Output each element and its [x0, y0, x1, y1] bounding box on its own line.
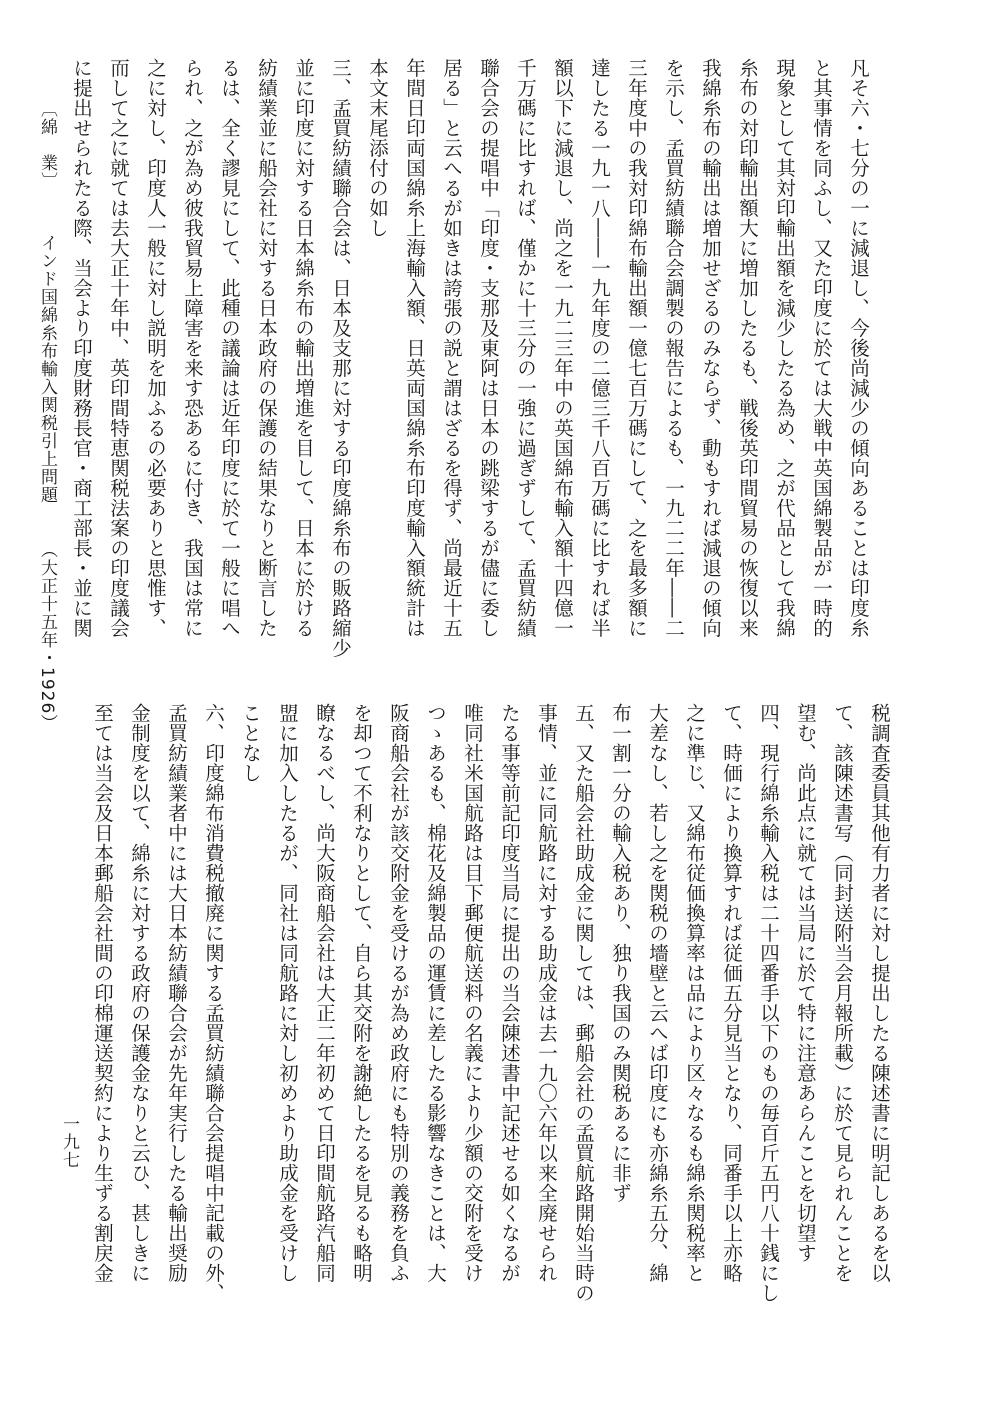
- text-column: つゝあるも、棉花及綿製品の運賃に差したる影響なきことは、大: [424, 703, 447, 1283]
- text-column: 瞭なるべし、尚大阪商船会社は大正二年初めて日印間航路汽船同: [313, 703, 336, 1283]
- text-column: 至ては当会及日本郵船会社間の印棉運送契約により生ずる割戻金: [91, 703, 114, 1283]
- text-column: 六、印度綿布消費税撤廃に関する孟買紡績聯合会提唱中記載の外、: [202, 703, 225, 1303]
- text-column: て、該陳述書写（同封送附当会月報所載）に於て見られんことを: [831, 703, 854, 1283]
- text-column: 本文末尾添付の如し: [366, 58, 389, 238]
- upper-text-block: [70, 58, 877, 658]
- footer-title: インド国綿糸布輸入関税引上問題: [37, 234, 57, 505]
- text-column: 千万碼に比すれば、僅かに十三分の一強に過ぎずして、孟買紡績: [514, 58, 537, 638]
- text-column: 孟買紡績業者中には大日本紡績聯合会が先年実行したる輸出奨励: [165, 703, 188, 1283]
- text-column: 税調査委員其他有力者に対し提出したる陳述書に明記しあるを以: [868, 703, 891, 1283]
- page-number: 一九七: [59, 1115, 79, 1169]
- text-column: 現象として其対印輸出額を減少したる為め、之が代品として我綿: [773, 58, 796, 638]
- text-column: 並に印度に対する日本綿糸布の輸出増進を目して、日本に於ける: [292, 58, 315, 638]
- text-column: 布一割一分の輸入税あり、独り我国のみ関税あるに非ず: [609, 703, 632, 1203]
- lower-text-block: [91, 703, 898, 1303]
- text-column: 而して之に就ては去大正十年中、英印間特恵関税法案の印度議会: [107, 58, 130, 638]
- text-column: 額以下に減退し、尚之を一九二三年中の英国綿布輸入額十四億一: [551, 58, 574, 638]
- text-column: を示し、孟買紡績聯合会調製の報告によるも、一九二二年――二: [662, 58, 685, 638]
- text-column: られ、之が為め彼我貿易上障害を来す恐あるに付き、我国は常に: [181, 58, 204, 638]
- text-column: 望む、尚此点に就ては当局に於て特に注意あらんことを切望す: [794, 703, 817, 1263]
- text-column: 糸布の対印輸出額大に増加したるも、戦後英印間貿易の恢復以来: [736, 58, 759, 638]
- text-column: 金制度を以て、綿糸に対する政府の保護金なりと云ひ、甚しきに: [128, 703, 151, 1283]
- text-column: 三年度中の我対印綿布輸出額一億七百万碼にして、之を最多額に: [625, 58, 648, 638]
- text-column: 聯合会の提唱中「印度・支那及東阿は日本の跳梁するが儘に委し: [477, 58, 500, 638]
- footer-era: （大正十五年・1926）: [37, 540, 57, 733]
- text-column: るは、全く謬見にして、此種の議論は近年印度に於て一般に唱へ: [218, 58, 241, 638]
- footer-section: 〔綿 業〕: [37, 100, 57, 190]
- text-column: 唯同社米国航路は目下郵便航送料の名義により少額の交附を受け: [461, 703, 484, 1283]
- text-column: 盟に加入したるが、同社は同航路に対し初めより助成金を受けし: [276, 703, 299, 1283]
- text-column: に提出せられたる際、当会より印度財務長官・商工部長・並に関: [70, 58, 93, 638]
- text-column: と其事情を同ふし、又た印度に於ては大戦中英国綿製品が一時的: [810, 58, 833, 638]
- text-column: 居る」と云へるが如きは誇張の説と謂はざるを得ず、尚最近十五: [440, 58, 463, 638]
- text-column: 我綿糸布の輸出は増加せざるのみならず、動もすれば減退の傾向: [699, 58, 722, 638]
- text-column: 年間日印両国綿糸上海輸入額、日英両国綿糸布印度輸入額統計は: [403, 58, 426, 638]
- text-column: 凡そ六・七分の一に減退し、今後尚減少の傾向あることは印度糸: [847, 58, 870, 638]
- running-footer: [30, 100, 60, 733]
- text-column: 阪商船会社が該交附金を受けるが為め政府にも特別の義務を負ふ: [387, 703, 410, 1283]
- text-column: 大差なし、若し之を関税の墻壁と云へば印度にも亦綿糸五分、綿: [646, 703, 669, 1283]
- text-column: 四、現行綿糸輸入税は二十四番手以下のもの毎百斤五円八十銭にし: [757, 703, 780, 1303]
- text-column: 紡績業並に船会社に対する日本政府の保護の結果なりと断言した: [255, 58, 278, 638]
- text-column: 之に準じ、又綿布従価換算率は品により区々なるも綿糸関税率と: [683, 703, 706, 1283]
- text-column: を却つて不利なりとして、自ら其交附を謝絶したるを見るも略明: [350, 703, 373, 1283]
- text-column: ことなし: [239, 703, 262, 783]
- text-column: て、時価により換算すれば従価五分見当となり、同番手以上亦略: [720, 703, 743, 1283]
- text-column: 三、孟買紡績聯合会は、日本及支那に対する印度綿糸布の販路縮少: [329, 58, 352, 658]
- text-column: 五、又た船会社助成金に関しては、郵船会社の孟買航路開始当時の: [572, 703, 595, 1303]
- text-column: 之に対し、印度人一般に対し説明を加ふるの必要ありと思惟す、: [144, 58, 167, 638]
- text-column: 達したる一九一八――一九年度の二億三千八百万碼に比すれば半: [588, 58, 611, 638]
- text-column: たる事等前記印度当局に提出の当会陳述書中記述せる如くなるが: [498, 703, 521, 1283]
- text-column: 事情、並に同航路に対する助成金は去一九〇六年以来全廃せられ: [535, 703, 558, 1283]
